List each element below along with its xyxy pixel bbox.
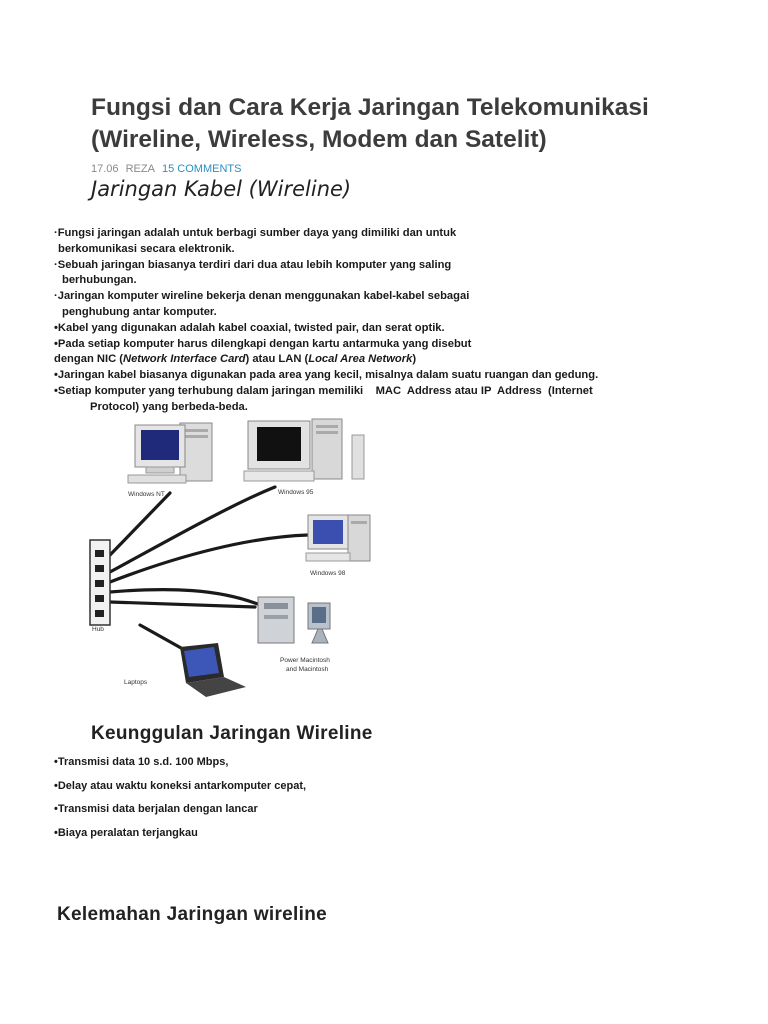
body-line: berhubungan. [62,274,137,287]
page-title [91,92,731,156]
post-author[interactable]: REZA [125,163,155,175]
windows-98-label: Windows 98 [310,570,346,577]
body-fragment: dengan NIC ( [54,353,123,366]
nic-term: Network Interface Card [123,353,246,366]
windows-98-computer [306,515,370,561]
title-line-2: (Wireline, Wireless, Modem dan Satelit) [91,126,547,153]
power-mac-label-2: and Macintosh [286,666,329,673]
hub-device [90,540,110,625]
list-item: •Transmisi data 10 s.d. 100 Mbps, [54,756,229,768]
windows-nt-computer [128,423,212,483]
post-time: 17.06 [91,163,119,175]
comments-link[interactable]: 15 COMMENTS [162,163,242,175]
list-item: •Transmisi data berjalan dengan lancar [54,803,258,815]
body-line: ·Fungsi jaringan adalah untuk berbagi sumber daya yang dimiliki dan untuk [54,227,457,239]
laptop-computer [180,643,246,697]
list-item: •Biaya peralatan terjangkau [54,826,198,839]
list-item: •Delay atau waktu koneksi antarkomputer cepat, [54,779,307,792]
title-line-1: Fungsi dan Cara Kerja Jaringan Telekomunikasi [91,94,649,121]
windows-95-computer [244,419,364,481]
power-macintosh-computer [258,597,330,643]
body-line: •Setiap komputer yang terhubung dalam jaringan memiliki MAC Address atau IP Address (Internet [54,384,593,397]
body-fragment: ) [412,353,417,366]
body-line: Protocol) yang berbeda-beda. [90,400,248,413]
body-text [54,226,694,416]
laptops-label: Laptops [124,679,148,686]
body-line: •Kabel yang digunakan adalah kabel coaxial, twisted pair, dan serat optik. [54,321,445,334]
lan-term: Local Area Network [308,353,413,366]
post-meta [91,163,245,175]
body-line: ·Jaringan komputer wireline bekerja denan menggunakan kabel-kabel sebagai [54,290,470,303]
body-line: berkomunikasi secara elektronik. [58,242,235,255]
network-diagram [80,415,380,705]
hub-label: Hub [92,626,104,633]
section-subheading: Jaringan Kabel (Wireline) [91,177,352,201]
windows-nt-label: Windows NT [128,491,165,498]
cable [110,602,255,607]
body-line: penghubung antar komputer. [62,305,217,318]
body-line: ·Sebuah jaringan biasanya terdiri dari dua atau lebih komputer yang saling [54,258,452,271]
windows-95-label: Windows 95 [278,489,314,496]
body-line: •Jaringan kabel biasanya digunakan pada area yang kecil, misalnya dalam suatu ruangan dan gedung. [54,369,599,382]
advantages-list [54,756,306,850]
body-line: •Pada setiap komputer harus dilengkapi dengan kartu antarmuka yang disebut [54,337,472,350]
body-line [54,352,694,368]
advantages-heading: Keunggulan Jaringan Wireline [91,723,373,744]
cable [110,535,308,582]
power-mac-label-1: Power Macintosh [280,657,330,664]
disadvantages-heading: Kelemahan Jaringan wireline [57,904,327,925]
body-fragment: ) atau LAN ( [245,353,309,366]
